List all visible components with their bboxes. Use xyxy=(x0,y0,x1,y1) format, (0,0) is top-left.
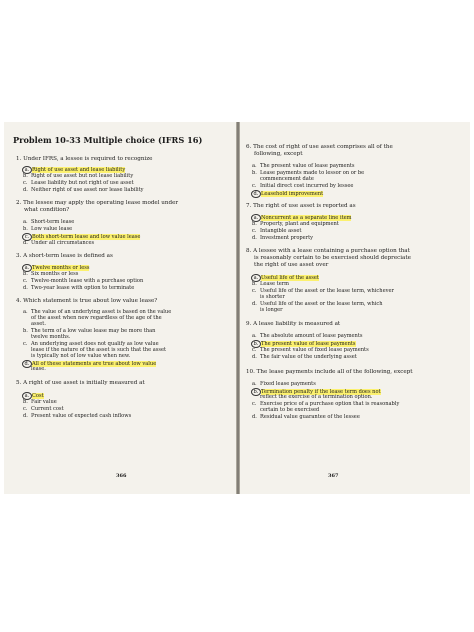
option-1c: c. Lease liability but not right of use asset xyxy=(23,180,134,186)
option-9a: a. The absolute amount of lease payments xyxy=(252,333,363,339)
option-8b: b. Lease term xyxy=(252,281,290,287)
option-4c-line3: is typically not of low value when new. xyxy=(31,353,131,359)
question-4: 4. Which statement is true about low value lease? xyxy=(16,298,158,304)
question-6-cont: following, except xyxy=(254,151,303,157)
left-page xyxy=(4,122,238,494)
option-8c: c. Useful life of the asset or the lease term, whichever xyxy=(252,288,394,294)
option-8d-line2: is longer xyxy=(260,307,283,313)
option-5a: a. Cost xyxy=(23,392,44,400)
option-7c: c. Intangible asset xyxy=(252,228,302,234)
option-4b-line2: twelve months. xyxy=(31,334,71,340)
option-6a: a. The present value of lease payments xyxy=(252,163,355,169)
question-2: 2. The lessee may apply the operating lease model under xyxy=(16,200,179,206)
option-8d: d. Useful life of the asset or the lease term, which xyxy=(252,301,383,307)
option-9d: d. The fair value of the underlying asset xyxy=(252,354,357,360)
question-6: 6. The cost of right of use asset comprises all of the xyxy=(246,144,393,150)
scanned-book-spread xyxy=(4,122,470,494)
option-10b-line2: reflect the exercise of a termination option. xyxy=(260,394,373,400)
option-7a: a. Noncurrent as a separate line item xyxy=(252,214,351,222)
page-number-right: 367 xyxy=(328,473,339,479)
page-number-left: 366 xyxy=(116,473,127,479)
option-3b: b. Six months or less xyxy=(23,271,79,277)
option-5b: b. Fair value xyxy=(23,399,57,405)
option-4b: b. The term of a low value lease may be more than xyxy=(23,328,156,334)
option-10a: a. Fixed lease payments xyxy=(252,381,316,387)
option-4d: d. All of these statements are true about low value xyxy=(23,360,156,368)
question-1: 1. Under IFRS, a lessee is required to recognize xyxy=(16,156,153,162)
option-4c-line2: lease if the nature of the asset is such that the asset xyxy=(31,347,167,353)
question-8: 8. A lessee with a lease containing a purchase option that xyxy=(246,248,410,254)
option-10b: b. Termination penalty if the lease term does not xyxy=(252,388,381,396)
option-5d: d. Present value of expected cash inflows xyxy=(23,413,132,419)
option-6b: b. Lease payments made to lessor on or be xyxy=(252,170,365,176)
option-2c: c. Both short-term lease and low value lease xyxy=(23,233,140,241)
option-8a: a. Useful life of the asset xyxy=(252,274,319,282)
option-2d: d. Under all circumstances xyxy=(23,240,95,246)
option-7d: d. Investment property xyxy=(252,235,314,241)
option-6d: d. Leasehold improvement xyxy=(252,190,323,198)
option-5c: c. Current cost xyxy=(23,406,64,412)
option-1d: d. Neither right of use asset nor lease liability xyxy=(23,187,144,193)
option-4a: a. The value of an underlying asset is based on the value xyxy=(23,309,172,315)
option-9c: c. The present value of fixed lease payments xyxy=(252,347,369,353)
option-10c-line2: certain to be exercised xyxy=(260,407,320,413)
option-1b: b. Right of use asset but not lease liability xyxy=(23,173,134,179)
problem-title: Problem 10-33 Multiple choice (IFRS 16) xyxy=(13,135,203,145)
option-8c-line2: is shorter xyxy=(260,294,285,300)
right-page xyxy=(240,122,470,494)
option-1a: a. Right of use asset and lease liability xyxy=(23,166,125,174)
option-3a: a. Twelve months or less xyxy=(23,264,89,272)
option-10c: c. Exercise price of a purchase option that is reasonably xyxy=(252,401,400,407)
option-6c: c. Initial direct cost incurred by lessee xyxy=(252,183,354,189)
option-7b: b. Property, plant and equipment xyxy=(252,221,339,227)
question-3: 3. A short-term lease is defined as xyxy=(16,253,113,259)
question-2-cont: what condition? xyxy=(24,207,70,213)
question-5: 5. A right of use asset is initially measured at xyxy=(16,380,145,386)
option-2a: a. Short-term lease xyxy=(23,219,75,225)
question-9: 9. A lease liability is measured at xyxy=(246,321,341,327)
question-7: 7. The right of use asset is reported as xyxy=(246,203,356,209)
option-9b: b. The present value of lease payments xyxy=(252,340,356,348)
question-8-cont: is reasonably certain to be exercised should depreciate xyxy=(254,255,411,261)
option-3c: c. Twelve-month lease with a purchase option xyxy=(23,278,144,284)
question-8-cont2: the right of use asset over xyxy=(254,262,329,268)
option-10d: d. Residual value guarantee of the lessee xyxy=(252,414,360,420)
option-4a-line2: of the asset when new regardless of the age of the xyxy=(31,315,162,321)
option-3d: d. Two-year lease with option to terminate xyxy=(23,285,135,291)
option-6b-line2: commencement date xyxy=(260,176,314,182)
option-4d-line2: lease. xyxy=(31,366,46,372)
option-4c: c. An underlying asset does not qualify as low value xyxy=(23,341,159,347)
option-2b: b. Low value lease xyxy=(23,226,73,232)
question-10: 10. The lease payments include all of the following, except xyxy=(246,369,413,375)
option-4a-line3: asset. xyxy=(31,321,46,327)
